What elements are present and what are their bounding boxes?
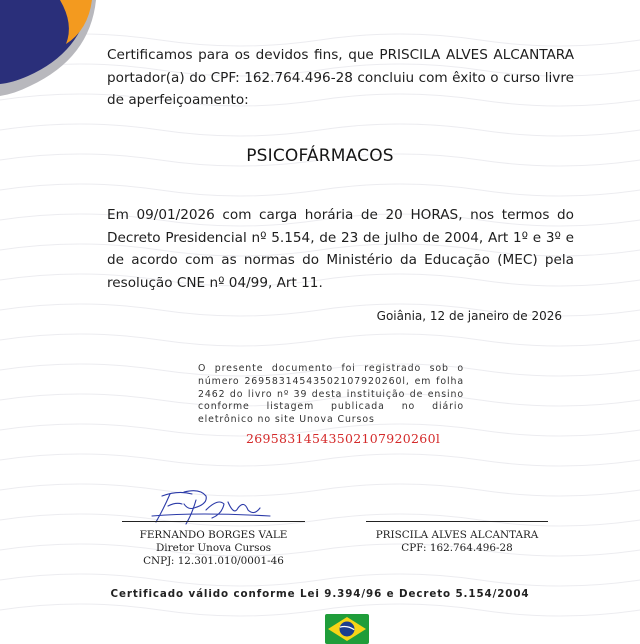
decorative-corner-shape	[0, 0, 110, 110]
course-title: PSICOFÁRMACOS	[246, 146, 394, 166]
signature-line-left	[122, 521, 305, 522]
signatory-director	[122, 529, 305, 567]
certification-paragraph: Certificamos para os devidos fins, que PRISCILA ALVES ALCANTARA portador(a) do CPF: 162.764.496-28 concluiu com êxito o curso livre de aperfeiçoamento:	[107, 47, 574, 108]
validity-statement: Certificado válido conforme Lei 9.394/96 e Decreto 5.154/2004	[110, 588, 530, 600]
signature-line-right	[366, 521, 548, 522]
director-cnpj: CNPJ: 12.301.010/0001-46	[143, 554, 284, 567]
director-name: FERNANDO BORGES VALE	[139, 529, 288, 541]
place-and-date: Goiânia, 12 de janeiro de 2026	[376, 309, 562, 323]
registry-statement: O presente documento foi registrado sob o número 26958314543502107920260l, em folha 2462 do livro nº 39 desta instituição de ensino conforme listagem publicada no diário eletrônico no site Unova Cursos	[198, 363, 464, 426]
signature-icon	[148, 486, 278, 526]
student-name: PRISCILA ALVES ALCANTARA	[375, 529, 539, 541]
course-details-paragraph: Em 09/01/2026 com carga horária de 20 HORAS, nos termos do Decreto Presidencial nº 5.154, de 23 de julho de 2004, Art 1º e 3º e de acordo com as normas do Ministério da Educação (MEC) pela resolução CNE nº 04/99, Art 11.	[107, 207, 574, 291]
director-role: Diretor Unova Cursos	[155, 541, 272, 554]
registry-number: 26958314543502107920260l	[246, 431, 441, 446]
signatory-student	[366, 529, 548, 555]
student-cpf: CPF: 162.764.496-28	[401, 541, 513, 554]
